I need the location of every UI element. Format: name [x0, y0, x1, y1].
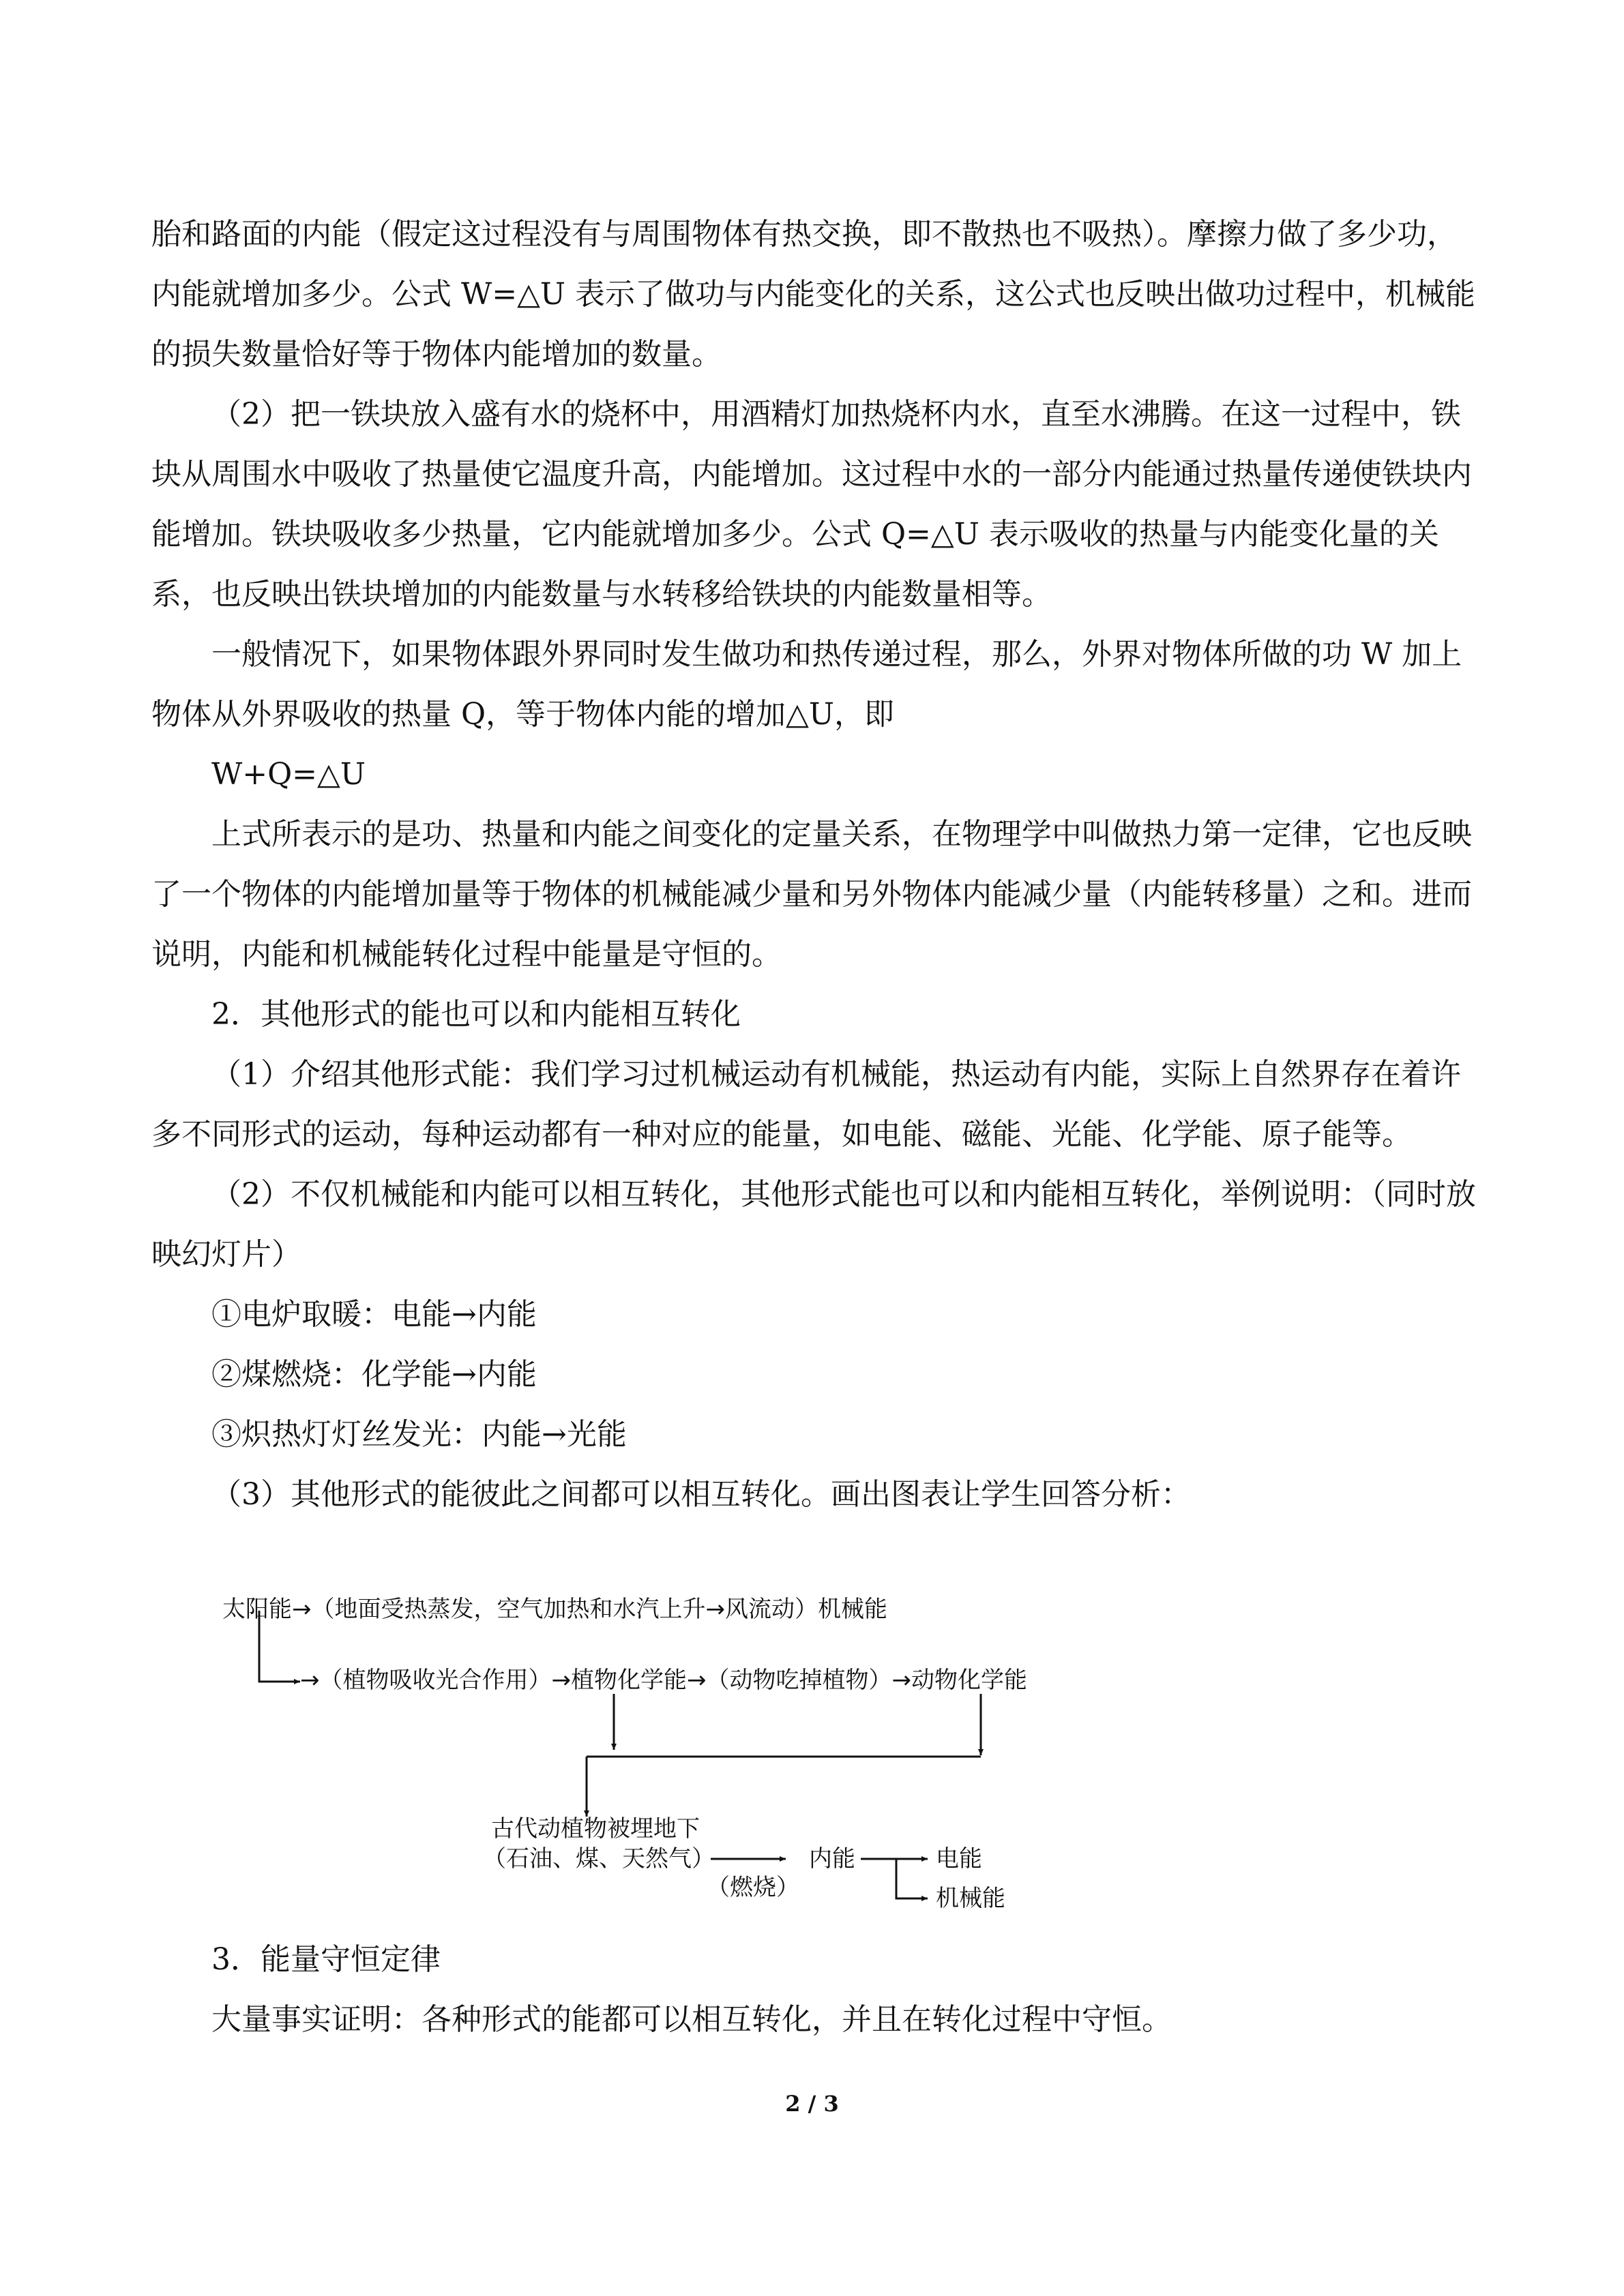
page-number: 2 / 3	[785, 2091, 839, 2117]
diagram-fossil-title: 古代动植物被埋地下	[491, 1815, 700, 1843]
paragraph-2: （2）把一铁块放入盛有水的烧杯中，用酒精灯加热烧杯内水，直至水沸腾。在这一过程中，铁块从周围水中吸收了热量使它温度升高，内能增加。这过程中水的一部分内能通过热量传递使铁块内能增加。铁块吸收多少热量，它内能就增加多少。公式 Q=△U 表示吸收的热量与内能变化量的关系，也反映出铁块增加的内能数量与水转移给铁块的内能数量相等。	[151, 397, 1472, 612]
formula: W+Q=△U	[211, 757, 366, 792]
energy-conversion-diagram	[205, 1581, 1091, 1922]
paragraph-4: 上式所表示的是功、热量和内能之间变化的定量关系，在物理学中叫做热力第一定律，它也反映了一个物体的内能增加量等于物体的机械能减少量和另外物体内能减少量（内能转移量）之和。进而说明，内能和机械能转化过程中能量是守恒的。	[151, 817, 1472, 972]
connector-heat-to-mechanical	[896, 1859, 928, 1898]
paragraph-3: 一般情况下，如果物体跟外界同时发生做功和热传递过程，那么，外界对物体所做的功 W 加上物体从外界吸收的热量 Q，等于物体内能的增加△U，即	[151, 637, 1462, 732]
paragraph-6: （2）不仅机械能和内能可以相互转化，其他形式能也可以和内能相互转化，举例说明：（同时放映幻灯片）	[151, 1177, 1476, 1272]
body-text-lower	[151, 1930, 1478, 2050]
example-1: ①电炉取暖：电能→内能	[211, 1297, 537, 1332]
diagram-line-sun: 太阳能→（地面受热蒸发，空气加热和水汽上升→风流动）机械能	[222, 1596, 887, 1623]
example-3: ③炽热灯灯丝发光：内能→光能	[211, 1417, 627, 1452]
paragraph-7: （3）其他形式的能彼此之间都可以相互转化。画出图表让学生回答分析：	[211, 1477, 1191, 1512]
diagram-line-plants: →（植物吸收光合作用）→植物化学能→（动物吃掉植物）→动物化学能	[300, 1667, 1027, 1694]
paragraph-8: 大量事实证明：各种形式的能都可以相互转化，并且在转化过程中守恒。	[211, 2002, 1172, 2037]
diagram-heat-energy: 内能	[809, 1845, 855, 1873]
paragraph-1: 胎和路面的内能（假定这过程没有与周围物体有热交换，即不散热也不吸热）。摩擦力做了多少功，内能就增加多少。公式 W=△U 表示了做功与内能变化的关系，这公式也反映出做功过程中，机械能的损失数量恰好等于物体内能增加的数量。	[151, 217, 1475, 372]
section-heading-3: 3．能量守恒定律	[211, 1942, 441, 1977]
diagram-fossil-types: （石油、煤、天然气）	[483, 1845, 715, 1873]
paragraph-5: （1）介绍其他形式能：我们学习过机械运动有机械能，热运动有内能，实际上自然界存在着许多不同形式的运动，每种运动都有一种对应的能量，如电能、磁能、光能、化学能、原子能等。	[151, 1057, 1461, 1152]
diagram-mechanical-energy: 机械能	[936, 1885, 1005, 1912]
diagram-electric-energy: 电能	[936, 1845, 982, 1873]
section-heading-2: 2．其他形式的能也可以和内能相互转化	[211, 997, 741, 1032]
example-2: ②煤燃烧：化学能→内能	[211, 1357, 537, 1392]
diagram-burn-label: （燃烧）	[707, 1874, 799, 1901]
body-text	[151, 205, 1478, 1525]
